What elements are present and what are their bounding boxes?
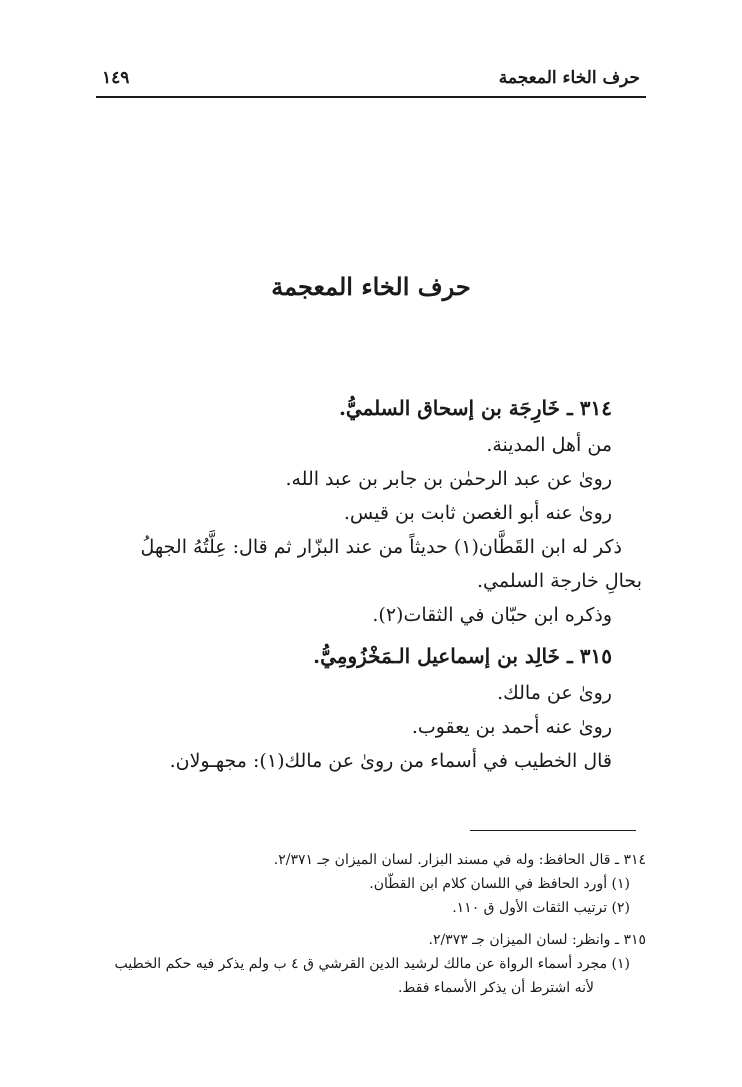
entry-heading-314: ٣١٤ ـ خَارِجَة بن إسحاق السلميُّ.	[338, 396, 612, 420]
footnote-line: (١) مجرد أسماء الرواة عن مالك لرشيد الدين القرشي ق ٤ ب ولم يذكر فيه حكم الخطيب	[114, 956, 630, 972]
footnote-line: (٢) ترتيب الثقات الأول ق ١١٠.	[452, 900, 630, 916]
running-header-title: حرف الخاء المعجمة	[498, 68, 640, 88]
entry-line-continuation-text: بحالِ خارجة السلمي.	[476, 570, 642, 592]
entry-line: روىٰ عنه أبو الغصن ثابت بن قيس.	[343, 502, 612, 524]
footnote-line: ٣١٥ ـ وانظر: لسان الميزان جـ ٢/٣٧٣.	[428, 932, 646, 948]
entry-line: من أهل المدينة.	[486, 434, 612, 456]
entry-line: روىٰ عن مالك.	[497, 682, 612, 704]
entry-line: روىٰ عن عبد الرحمٰن بن جابر بن عبد الله.	[285, 468, 612, 490]
footnote-line: ٣١٤ ـ قال الحافظ: وله في مسند البزار. لسان الميزان جـ ٢/٣٧١.	[273, 852, 646, 868]
footnote-line: لأنه اشترط أن يذكر الأسماء فقط.	[397, 980, 594, 996]
footnote-separator	[470, 830, 636, 831]
entry-line: قال الخطيب في أسماء من روىٰ عن مالك(١): مجهـولان.	[169, 750, 612, 772]
entries-body	[80, 388, 642, 778]
entry-line: ذكر له ابن القَطَّان(١) حديثاً من عند البزّار ثم قال: عِلَّتُهُ الجهلُ	[140, 536, 622, 558]
entry-line: وذكره ابن حبّان في الثقات(٢).	[372, 604, 612, 626]
footnotes	[76, 848, 646, 1000]
page-number: ١٤٩	[102, 68, 130, 88]
footnote-line: (١) أورد الحافظ في اللسان كلام ابن القطّان.	[369, 876, 630, 892]
entry-heading-315: ٣١٥ ـ خَالِد بن إسماعيل الـمَخْزُومِيُّ.	[313, 644, 612, 668]
running-header	[96, 66, 646, 98]
chapter-title: حرف الخاء المعجمة	[271, 272, 471, 301]
entry-line: روىٰ عنه أحمد بن يعقوب.	[411, 716, 612, 738]
entry-line-continuation	[80, 564, 642, 598]
